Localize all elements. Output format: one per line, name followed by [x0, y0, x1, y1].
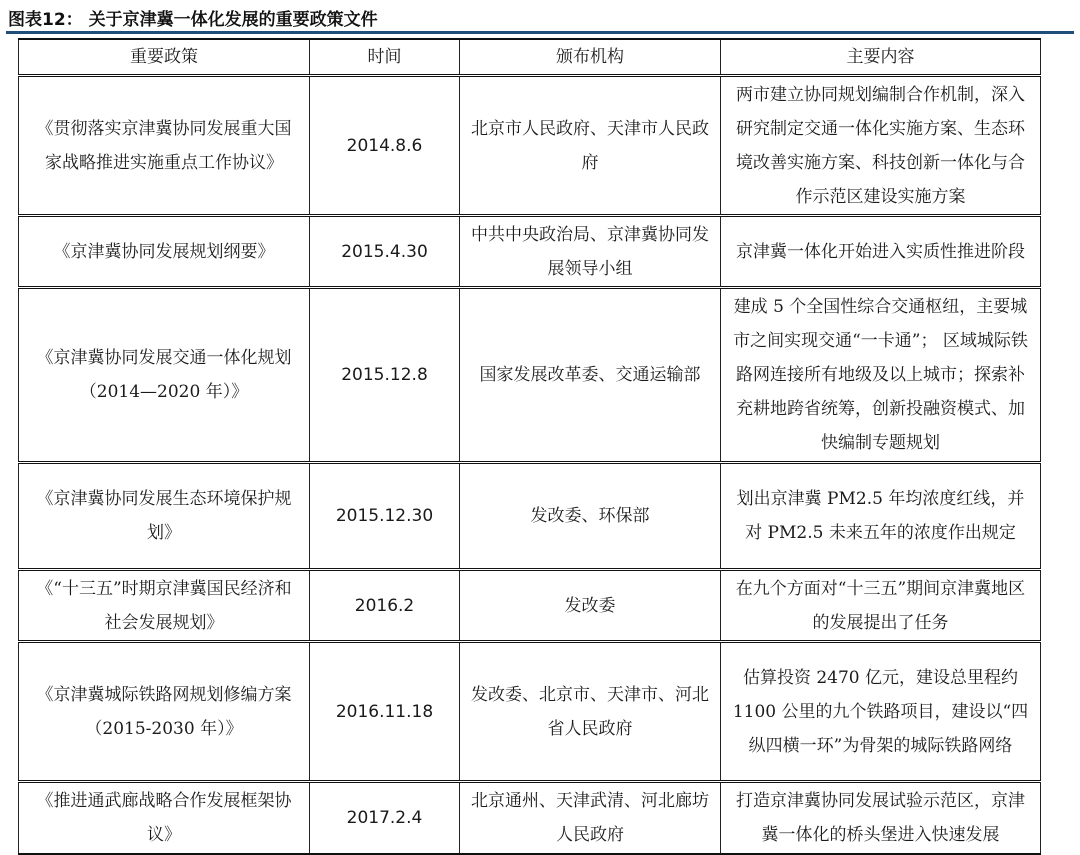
content-cell: 估算投资 2470 亿元，建设总里程约 1100 公里的九个铁路项目，建设以“四纵四横一环”为骨架的城际铁路网络 [721, 642, 1041, 782]
policy-cell: 《京津冀协同发展规划纲要》 [19, 216, 310, 288]
date-cell: 2015.12.8 [310, 288, 460, 463]
agency-cell: 发改委、北京市、天津市、河北省人民政府 [460, 642, 721, 782]
content-cell: 打造京津冀协同发展试验示范区，京津冀一体化的桥头堡进入快速发展 [721, 782, 1041, 854]
table-row [19, 463, 1041, 570]
content-cell: 京津冀一体化开始进入实质性推进阶段 [721, 216, 1041, 288]
date-cell: 2017.2.4 [310, 782, 460, 854]
header-content: 主要内容 [721, 39, 1041, 76]
agency-cell: 国家发展改革委、交通运输部 [460, 288, 721, 463]
agency-cell: 北京市人民政府、天津市人民政府 [460, 76, 721, 216]
policy-table [18, 38, 1041, 855]
date-cell: 2016.2 [310, 570, 460, 642]
agency-cell: 发改委、环保部 [460, 463, 721, 570]
policy-cell: 《贯彻落实京津冀协同发展重大国家战略推进实施重点工作协议》 [19, 76, 310, 216]
title-rule [6, 31, 1074, 34]
content-cell: 划出京津冀 PM2.5 年均浓度红线，并对 PM2.5 未来五年的浓度作出规定 [721, 463, 1041, 570]
date-cell: 2014.8.6 [310, 76, 460, 216]
policy-cell: 《推进通武廊战略合作发展框架协议》 [19, 782, 310, 854]
policy-cell: 《“十三五”时期京津冀国民经济和社会发展规划》 [19, 570, 310, 642]
agency-cell: 中共中央政治局、京津冀协同发展领导小组 [460, 216, 721, 288]
header-agency: 颁布机构 [460, 39, 721, 76]
table-row [19, 782, 1041, 854]
content-cell: 两市建立协同规划编制合作机制，深入研究制定交通一体化实施方案、生态环境改善实施方案、科技创新一体化与合作示范区建设实施方案 [721, 76, 1041, 216]
table-row [19, 642, 1041, 782]
content-cell: 建成 5 个全国性综合交通枢纽，主要城市之间实现交通“一卡通”； 区域城际铁路网连接所有地级及以上城市；探索补充耕地跨省统筹，创新投融资模式、加快编制专题规划 [721, 288, 1041, 463]
header-date: 时间 [310, 39, 460, 76]
agency-cell: 发改委 [460, 570, 721, 642]
figure-title: 图表12： 关于京津冀一体化发展的重要政策文件 [8, 10, 378, 30]
table-row [19, 570, 1041, 642]
policy-cell: 《京津冀城际铁路网规划修编方案（2015-2030 年）》 [19, 642, 310, 782]
table-row [19, 76, 1041, 216]
date-cell: 2016.11.18 [310, 642, 460, 782]
table-row [19, 288, 1041, 463]
header-row [19, 39, 1041, 76]
table-row [19, 216, 1041, 288]
figure-header [6, 0, 1074, 33]
policy-cell: 《京津冀协同发展生态环境保护规划》 [19, 463, 310, 570]
header-policy: 重要政策 [19, 39, 310, 76]
date-cell: 2015.4.30 [310, 216, 460, 288]
date-cell: 2015.12.30 [310, 463, 460, 570]
policy-cell: 《京津冀协同发展交通一体化规划（2014—2020 年）》 [19, 288, 310, 463]
content-cell: 在九个方面对“十三五”期间京津冀地区的发展提出了任务 [721, 570, 1041, 642]
agency-cell: 北京通州、天津武清、河北廊坊人民政府 [460, 782, 721, 854]
